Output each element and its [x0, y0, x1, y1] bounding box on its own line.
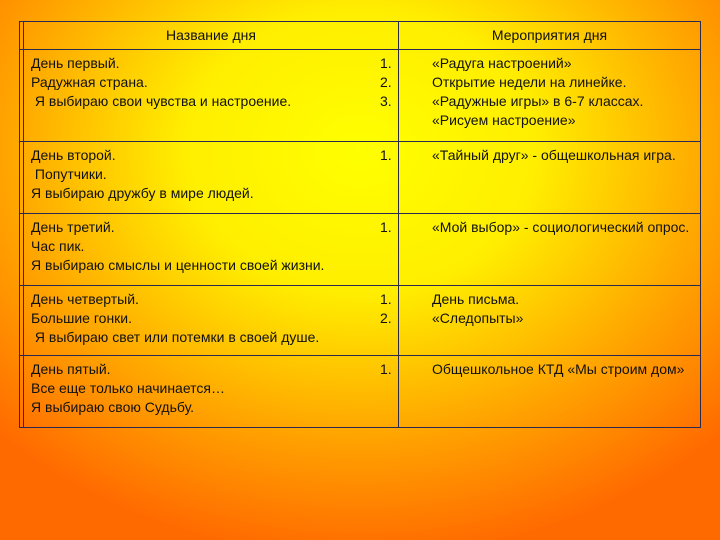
event-number: 1.	[380, 291, 392, 307]
day-line: Попутчики.	[31, 166, 107, 182]
event-item	[406, 111, 693, 130]
event-number: 3.	[380, 93, 392, 109]
event-text: День письма.	[432, 291, 520, 307]
day-cell	[24, 214, 399, 286]
day-line: День второй.	[31, 147, 116, 163]
event-item	[380, 146, 693, 165]
day-line: Радужная страна.	[31, 74, 148, 90]
day-line: Час пик.	[31, 238, 85, 254]
events-cell	[380, 214, 701, 286]
day-line: Я выбираю свет или потемки в своей душе.	[31, 329, 320, 345]
event-text: «Радуга настроений»	[432, 55, 572, 71]
day-line: Все еще только начинается…	[31, 380, 225, 396]
event-text: «Следопыты»	[432, 310, 524, 326]
events-cell	[380, 356, 701, 428]
events-cell	[380, 50, 701, 142]
day-line: День четвертый.	[31, 291, 139, 307]
day-line: Я выбираю смыслы и ценности своей жизни.	[31, 257, 325, 273]
header-day-name: Название дня	[24, 22, 399, 50]
event-item	[380, 73, 693, 92]
day-cell	[24, 356, 399, 428]
event-item	[380, 92, 693, 111]
day-cell	[24, 142, 399, 214]
event-item	[380, 360, 693, 379]
day-line: Я выбираю свою Судьбу.	[31, 399, 195, 415]
events-cell	[380, 142, 701, 214]
header-events: Мероприятия дня	[399, 22, 701, 50]
event-item	[380, 309, 693, 328]
table-row	[20, 214, 701, 286]
table-row	[20, 142, 701, 214]
day-line: Я выбираю свои чувства и настроение.	[31, 93, 292, 109]
day-line: День пятый.	[31, 361, 111, 377]
event-number: 1.	[380, 147, 392, 163]
event-text: «Рисуем настроение»	[432, 112, 576, 128]
day-cell	[24, 50, 399, 142]
day-line: Я выбираю дружбу в мире людей.	[31, 185, 254, 201]
event-item	[380, 218, 693, 237]
table-header-row	[20, 22, 701, 50]
event-text: «Тайный друг» - общешкольная игра.	[432, 147, 676, 163]
table-row	[20, 286, 701, 356]
event-number: 1.	[380, 361, 392, 377]
day-cell	[24, 286, 399, 356]
event-number: 2.	[380, 310, 392, 326]
day-line: День первый.	[31, 55, 120, 71]
event-text: Общешкольное КТД «Мы строим дом»	[432, 361, 685, 377]
event-number: 1.	[380, 219, 392, 235]
event-text: «Мой выбор» - социологический опрос.	[432, 219, 690, 235]
events-cell	[380, 286, 701, 356]
event-text: Открытие недели на линейке.	[432, 74, 627, 90]
events-table	[19, 21, 701, 428]
event-item	[380, 54, 693, 73]
event-number: 2.	[380, 74, 392, 90]
day-line: Большие гонки.	[31, 310, 133, 326]
event-number: 1.	[380, 55, 392, 71]
day-line: День третий.	[31, 219, 115, 235]
event-text: «Радужные игры» в 6-7 классах.	[432, 93, 644, 109]
table-row	[20, 356, 701, 428]
table-row	[20, 50, 701, 142]
event-item	[380, 290, 693, 309]
